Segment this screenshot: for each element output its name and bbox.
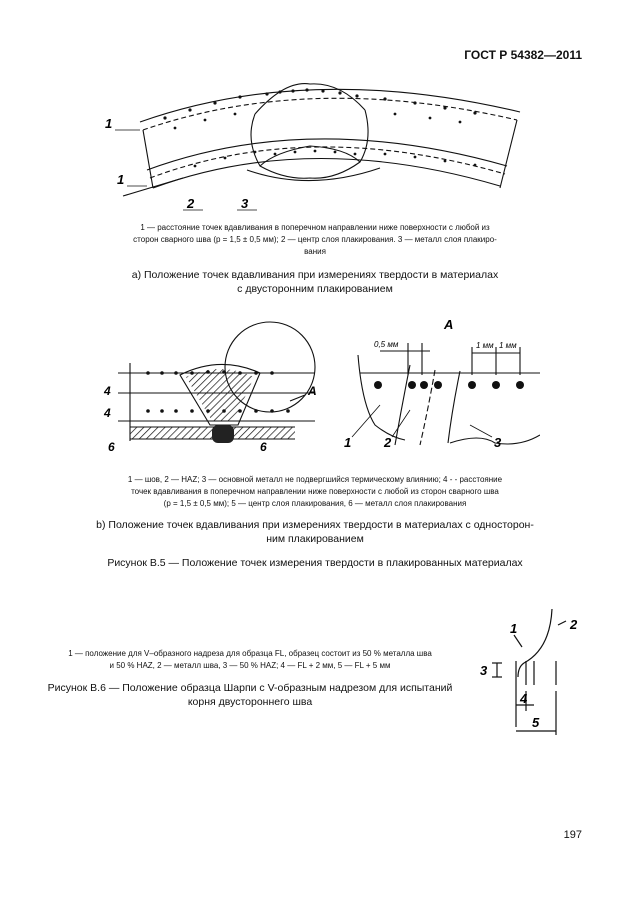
standard-number: ГОСТ Р 54382—2011 (464, 48, 582, 62)
label-b6-3: 3 (480, 663, 488, 678)
figure-b-legend: 1 — шов, 2 — HAZ; 3 — основной металл не подвергшийся термическому влиянию; 4 - - расстояние точек вдавливания в поперечном направлении ниже поверхности с любой из сторон сварного шва (p = 1,5 ± 0,5 мм); 5 — центр слоя плакирования, 6 — металл слоя плакирования (127, 475, 503, 508)
dim-05mm: 0,5 мм (374, 340, 399, 349)
label-a-2: 2 (187, 196, 195, 211)
label-b6-4: 4 (520, 691, 528, 706)
page-number: 197 (563, 829, 582, 841)
weld-fusion-line (518, 609, 552, 677)
label-a-3: 3 (241, 196, 249, 211)
label-b6-5: 5 (532, 715, 540, 730)
label-b6-2: 2 (570, 617, 578, 632)
figure-b5-caption: Рисунок В.5 — Положение точек измерения твердости в плакированных материалах (107, 557, 523, 569)
weld-root-bead (212, 425, 234, 443)
weld-hatch (186, 369, 254, 421)
figure-a-drawing (95, 70, 535, 220)
label-b-detail-title: A (444, 317, 454, 332)
label-b-2: 2 (384, 435, 392, 450)
label-a-1-top: 1 (105, 116, 113, 131)
figure-b-caption: b) Положение точек вдавливания при измерениях твердости в материалах с односторон- ним плакированием (96, 519, 534, 545)
dim-1mm-b: 1 мм (499, 341, 517, 350)
figure-b6-drawing (470, 605, 590, 745)
outer-surface-line (140, 89, 520, 122)
figure-b6-caption: Рисунок В.6 — Положение образца Шарпи с V-образным надрезом для испытаний корня двустороннего шва (47, 682, 453, 708)
label-b-6-left: 6 (108, 440, 115, 454)
dim-1mm-a: 1 мм (476, 341, 494, 350)
label-b-3: 3 (494, 435, 502, 450)
figure-a-caption: а) Положение точек вдавливания при измерениях твердости в материалах с двусторонним плакированием (131, 269, 499, 295)
label-a-1-bottom: 1 (117, 172, 125, 187)
label-b-detail-a: A (308, 384, 317, 398)
label-b-4-bottom: 4 (104, 406, 111, 420)
figure-a-legend: 1 — расстояние точек вдавливания в поперечном направлении ниже поверхности с любой из сторон сварного шва (p = 1,5 ± 0,5 мм); 2 — центр слоя плакирования. 3 — металл слоя плакиро- вания (133, 223, 497, 256)
label-b-1: 1 (344, 435, 352, 450)
label-b-6-right: 6 (260, 440, 267, 454)
figure-b-drawing (100, 315, 540, 465)
label-b-4-top: 4 (104, 384, 111, 398)
figure-b6-legend: 1 — положение для V–образного надреза для образца FL, образец состоит из 50 % металла шва и 50 % HAZ, 2 — металл шва, 3 — 50 % HAZ; 4 — FL + 2 мм, 5 — FL + 5 мм (68, 649, 432, 670)
label-b6-1: 1 (510, 621, 518, 636)
